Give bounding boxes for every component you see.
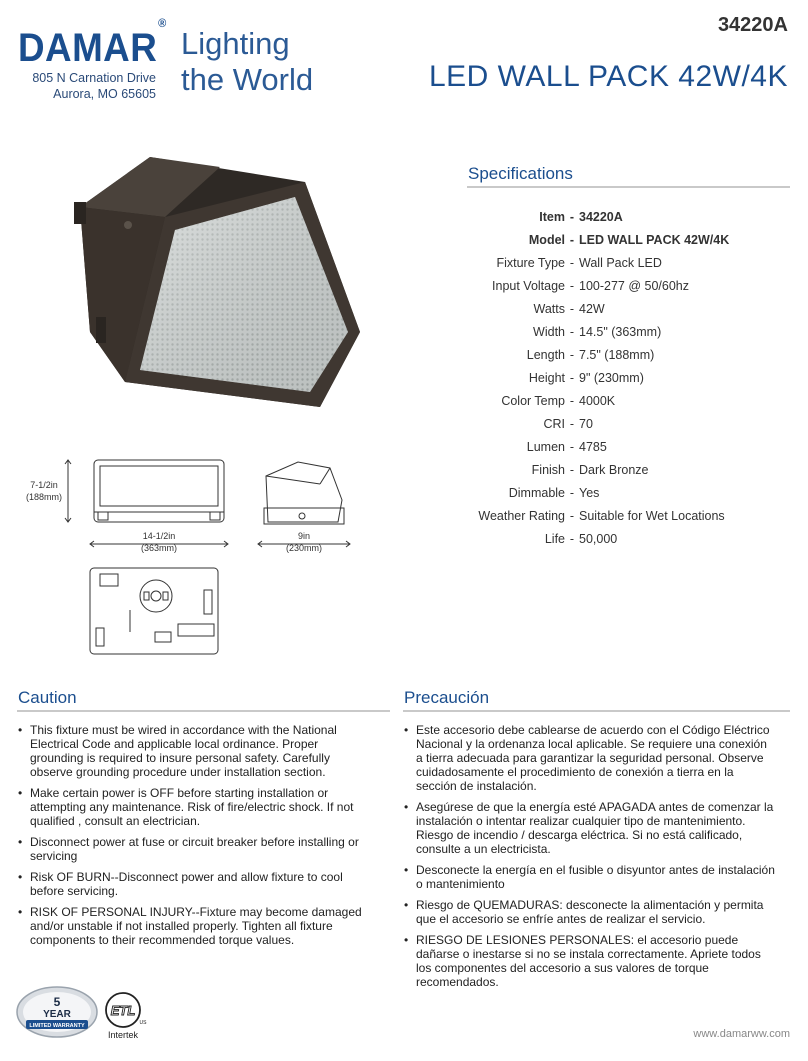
caution-divider [17, 710, 390, 712]
spec-row-width [440, 320, 729, 343]
precaucion-item: • Este accesorio debe cablearse de acuerdo con el Código Eléctrico Nacional y la ordenanza local aplicable. Se requiere una conexión a tierra adecuada para garantizar la seguridad personal. Observe cuidadosamente el procedimiento de conexión a tierra en la sección de instalación. [404, 723, 776, 793]
spec-value: 4000K [579, 393, 616, 408]
precaucion-heading: Precaución [404, 688, 490, 707]
spec-row-fixture-type [440, 251, 729, 274]
website-link[interactable]: www.damarww.com [693, 1028, 790, 1040]
spec-label: CRI [543, 416, 565, 431]
caution-list [18, 723, 373, 954]
spec-dash: - [569, 370, 575, 385]
spec-value: 9" (230mm) [579, 370, 644, 385]
precaucion-item: • Riesgo de QUEMADURAS: desconecte la alimentación y permita que el accesorio se enfríe antes de realizar el servicio. [404, 898, 776, 926]
spec-row-color-temp [440, 389, 729, 412]
spec-row-input-voltage [440, 274, 729, 297]
address-line-2: Aurora, MO 65605 [53, 87, 156, 101]
spec-value: 34220A [579, 209, 623, 224]
specifications-heading: Specifications [468, 164, 573, 183]
specifications-table [440, 205, 729, 550]
spec-row-height [440, 366, 729, 389]
spec-row-weather-rating [440, 504, 729, 527]
spec-dash: - [569, 416, 575, 431]
precaucion-item: • Desconecte la energía en el fusible o disyuntor antes de instalación o mantenimiento [404, 863, 776, 891]
spec-row-finish [440, 458, 729, 481]
warranty-badge [16, 986, 98, 1038]
spec-row-life [440, 527, 729, 550]
spec-label: Watts [533, 301, 565, 316]
registered-mark: ® [158, 15, 167, 30]
spec-value: 14.5" (363mm) [579, 324, 662, 339]
spec-label: Width [533, 324, 565, 339]
spec-value: Dark Bronze [579, 462, 649, 477]
height-dimension-label: 7-1/2in [30, 480, 58, 490]
spec-value: 100-277 @ 50/60hz [579, 278, 689, 293]
spec-dash: - [569, 508, 575, 523]
etl-mark-text: ETL [110, 1003, 136, 1018]
specifications-divider [467, 186, 790, 188]
etl-brand-text: Intertek [107, 1030, 139, 1040]
damar-logo [18, 15, 167, 71]
tagline-line-1: Lighting [181, 26, 290, 61]
spec-dash: - [569, 209, 575, 224]
spec-dash: - [569, 255, 575, 270]
spec-value: 4785 [579, 439, 607, 454]
precaucion-item: • RIESGO DE LESIONES PERSONALES: el accesorio puede dañarse o inestarse si no se instala correctamente. Apriete todos los componentes del accesorio a sus valores de torque recomendados. [404, 933, 776, 989]
address-line-1: 805 N Carnation Drive [32, 71, 156, 85]
spec-label: Height [528, 370, 565, 385]
spec-label: Length [526, 347, 565, 362]
tagline [181, 26, 313, 98]
width-dimension-label: 14-1/2in [142, 531, 176, 541]
logo-text: DAMAR [18, 26, 158, 70]
spec-dash: - [569, 462, 575, 477]
company-address [32, 70, 156, 102]
spec-label: Weather Rating [478, 508, 565, 523]
spec-dash: - [569, 439, 575, 454]
spec-value: 70 [579, 416, 593, 431]
warranty-label: LIMITED WARRANTY [29, 1023, 85, 1029]
spec-dash: - [569, 485, 575, 500]
spec-label: Dimmable [508, 485, 565, 500]
spec-label: Life [544, 531, 565, 546]
spec-dash: - [569, 393, 575, 408]
spec-value: Yes [579, 485, 600, 500]
spec-value: 50,000 [579, 531, 618, 546]
depth-dimension-label: 9in [297, 531, 311, 541]
caution-item: • RISK OF PERSONAL INJURY--Fixture may become damaged and/or unstable if not installed properly. Tighten all fixture components to their recommended torque values. [18, 905, 373, 947]
height-dimension-metric: (188mm) [25, 492, 63, 502]
spec-label: Finish [531, 462, 565, 477]
spec-value: 7.5" (188mm) [579, 347, 655, 362]
etl-listed-mark [103, 990, 147, 1040]
warranty-number: 5 [53, 995, 61, 1009]
precaucion-divider [403, 710, 790, 712]
product-title: LED WALL PACK 42W/4K [428, 60, 788, 93]
tagline-line-2: the World [181, 62, 314, 97]
spec-row-length [440, 343, 729, 366]
spec-label: Color Temp [501, 393, 565, 408]
spec-row-model [440, 228, 729, 251]
wall-pack-photo [70, 152, 430, 442]
back-view-drawing [90, 568, 218, 654]
caution-item: • Make certain power is OFF before starting installation or attempting any maintenance. Risk of fire/electric shock. If not qualified , consult an electrician. [18, 786, 373, 828]
spec-value: LED WALL PACK 42W/4K [579, 232, 730, 247]
spec-dash: - [569, 232, 575, 247]
spec-row-item [440, 205, 729, 228]
width-dimension-metric: (363mm) [140, 543, 178, 553]
spec-dash: - [569, 347, 575, 362]
dimension-drawings [20, 450, 390, 665]
spec-dash: - [569, 324, 575, 339]
spec-label: Lumen [526, 439, 565, 454]
item-code: 34220A [717, 14, 788, 36]
warranty-year: YEAR [43, 1009, 71, 1020]
caution-item: • This fixture must be wired in accordance with the National Electrical Code and applicable local ordinance. Proper grounding is required to insure personal safety. Carefully observe grounding procedure under installation section. [18, 723, 373, 779]
caution-item: • Disconnect power at fuse or circuit breaker before installing or servicing [18, 835, 373, 863]
spec-dash: - [569, 301, 575, 316]
spec-row-lumen [440, 435, 729, 458]
spec-row-cri [440, 412, 729, 435]
etl-us-text: US [139, 1020, 147, 1026]
spec-row-watts [440, 297, 729, 320]
spec-label: Input Voltage [492, 278, 565, 293]
spec-label: Fixture Type [496, 255, 565, 270]
spec-row-dimmable [440, 481, 729, 504]
precaucion-list [404, 723, 776, 996]
caution-item: • Risk OF BURN--Disconnect power and allow fixture to cool before servicing. [18, 870, 373, 898]
depth-dimension-metric: (230mm) [285, 543, 323, 553]
spec-value: Suitable for Wet Locations [579, 508, 725, 523]
spec-dash: - [569, 531, 575, 546]
precaucion-item: • Asegúrese de que la energía esté APAGADA antes de comenzar la instalación o intentar realizar cualquier tipo de mantenimiento. Riesgo de incendio / descarga eléctrica. Si no está calificado, consulte a un electricista. [404, 800, 776, 856]
spec-label: Model [528, 232, 565, 247]
spec-dash: - [569, 278, 575, 293]
caution-heading: Caution [18, 688, 77, 707]
spec-value: Wall Pack LED [579, 255, 662, 270]
spec-value: 42W [579, 301, 605, 316]
spec-label: Item [539, 209, 565, 224]
